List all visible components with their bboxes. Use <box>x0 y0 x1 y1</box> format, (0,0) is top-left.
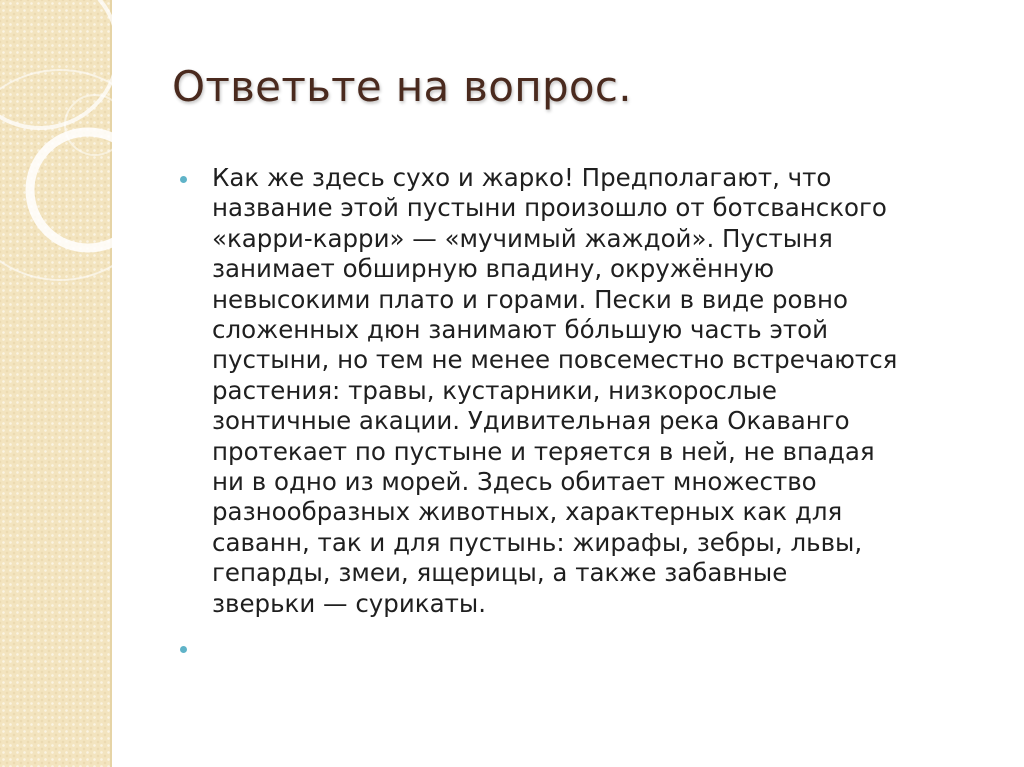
text-line: растения: травы, кустарники, низкорослые <box>212 375 777 405</box>
bullet-item-empty <box>176 633 986 673</box>
slide-title: Ответьте на вопрос. <box>172 62 632 111</box>
bullet-dot-icon <box>180 176 187 183</box>
slide-content <box>176 163 986 673</box>
text-line: зонтичные акации. Удивительная река Окаванго <box>212 406 850 436</box>
text-line: сложенных дюн занимают бóльшую часть этой <box>212 315 829 345</box>
text-line: протекает по пустыне и теряется в ней, не впадая <box>212 436 875 466</box>
bullet-text <box>212 163 986 619</box>
text-line: занимает обширную впадину, окружённую <box>212 254 775 284</box>
text-line: невысокими плато и горами. Пески в виде ровно <box>212 284 848 314</box>
bullet-dot-icon <box>180 646 187 653</box>
side-panel <box>0 0 110 767</box>
text-line: гепарды, змеи, ящерицы, а также забавные <box>212 558 788 588</box>
text-line: пустыни, но тем не менее повсеместно встречаются <box>212 345 898 375</box>
text-line: зверьки — сурикаты. <box>212 588 486 618</box>
bullet-item <box>176 163 986 619</box>
text-line: саванн, так и для пустынь: жирафы, зебры, львы, <box>212 527 863 557</box>
text-line: Как же здесь сухо и жарко! Предполагают, что <box>212 163 832 192</box>
text-line: разнообразных животных, характерных как для <box>212 497 843 527</box>
text-line: «карри-карри» — «мучимый жаждой». Пустыня <box>212 223 833 253</box>
text-line: ни в одно из морей. Здесь обитает множество <box>212 467 817 497</box>
text-line: название этой пустыни произошло от ботсванского <box>212 193 887 223</box>
side-panel-edge <box>110 0 112 767</box>
